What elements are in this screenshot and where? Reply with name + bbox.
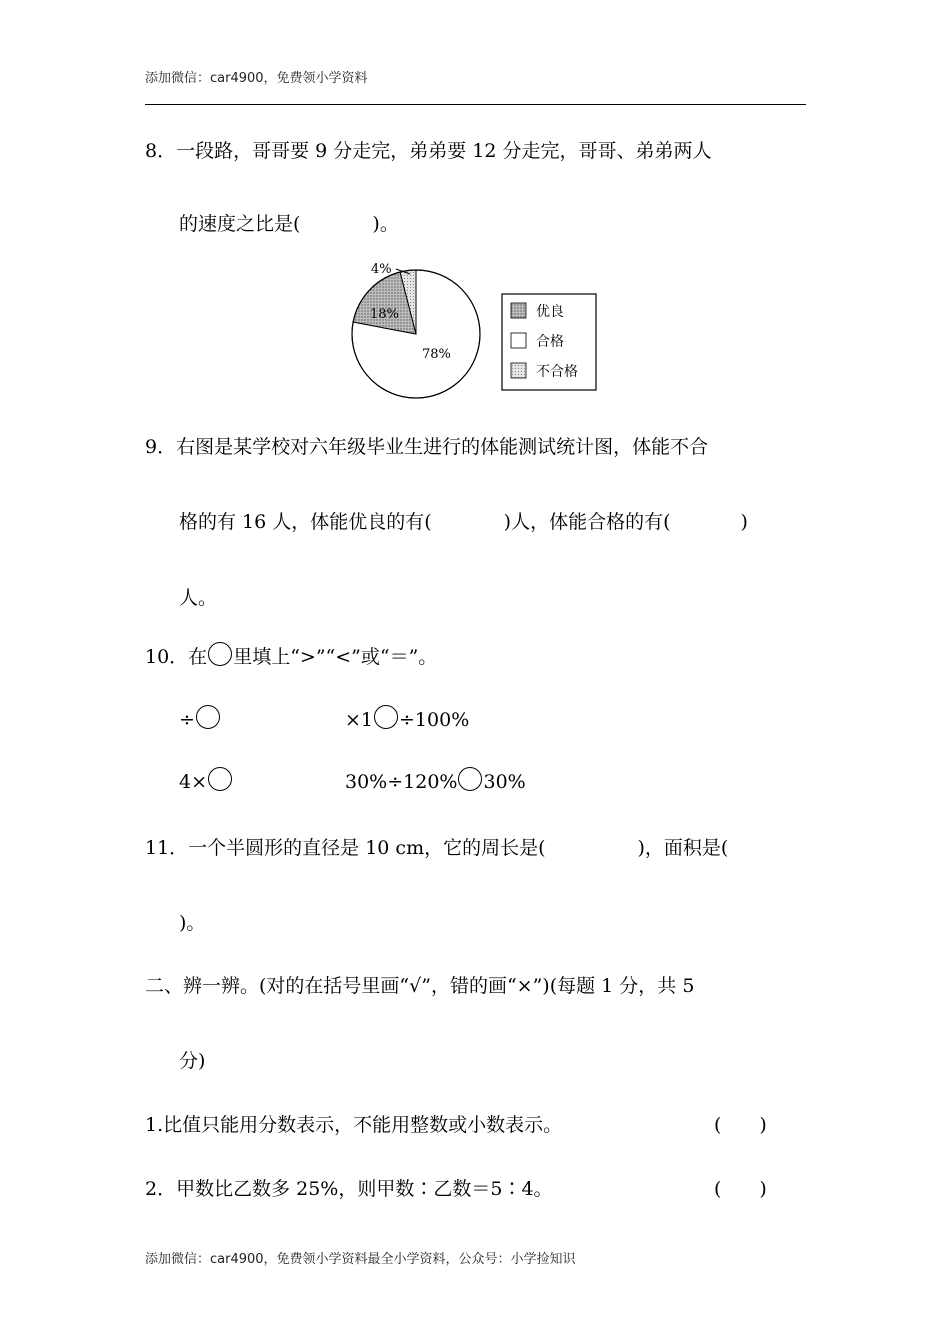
legend-label-good: 优良 — [536, 304, 564, 320]
judge-bracket-2[interactable]: ( ) — [714, 1178, 767, 1200]
q9-line2 — [179, 510, 748, 534]
q10-r2-right-text-b: 30% — [483, 771, 526, 793]
q9-line3: 人。 — [179, 587, 218, 609]
q10-r2-right-circle[interactable] — [458, 767, 482, 791]
judge-item-1: 1.比值只能用分数表示，不能用整数或小数表示。 — [145, 1114, 563, 1136]
judge-bracket-1[interactable]: ( ) — [714, 1114, 767, 1136]
legend-swatch-good — [511, 303, 526, 318]
q11-line2: )。 — [179, 912, 206, 934]
q11-line1 — [145, 836, 728, 860]
q10-r1-right-circle[interactable] — [374, 705, 398, 729]
legend-label-fail: 不合格 — [536, 364, 578, 380]
pie-label-good: 18% — [370, 307, 399, 322]
pie-slices — [352, 270, 480, 398]
pie-label-fail: 4% — [371, 262, 392, 277]
q10-row1-left — [179, 705, 221, 732]
q10-row2-left — [179, 767, 233, 794]
q8-line1: 8．一段路，哥哥要 9 分走完，弟弟要 12 分走完，哥哥、弟弟两人 — [145, 140, 712, 162]
pie-chart — [340, 256, 610, 402]
pie-label-pass: 78% — [422, 347, 451, 362]
q11-text-b: )，面积是( — [637, 837, 729, 859]
q10-r1-left-circle[interactable] — [196, 705, 220, 729]
q10-row2-right — [345, 767, 526, 794]
q10-r2-left-text: 4× — [179, 771, 208, 793]
header-divider — [145, 104, 806, 105]
section2-heading-line2: 分) — [179, 1050, 206, 1072]
legend-swatch-fail — [511, 363, 526, 378]
q10-instruction — [145, 642, 437, 669]
q10-r2-right-text-a: 30%÷120% — [345, 771, 458, 793]
judge-item-2: 2．甲数比乙数多 25%，则甲数∶乙数＝5∶4。 — [145, 1178, 553, 1200]
q10-r1-right-text-b: ÷100% — [399, 709, 470, 731]
q10-row1-right — [345, 705, 469, 732]
page-footer: 添加微信：car4900，免费领小学资料最全小学资料，公众号：小学捡知识 — [145, 1252, 576, 1267]
q9-line1: 9．右图是某学校对六年级毕业生进行的体能测试统计图，体能不合 — [145, 436, 709, 458]
q9-text-c: ) — [740, 511, 748, 533]
q9-text-b: )人，体能合格的有( — [503, 511, 671, 533]
legend-label-pass: 合格 — [536, 334, 564, 350]
q8-text-after-blank: )。 — [372, 213, 399, 235]
q9-text-a: 格的有 16 人，体能优良的有( — [179, 511, 432, 533]
page-header: 添加微信：car4900，免费领小学资料 — [145, 71, 368, 86]
q8-line2 — [179, 212, 399, 236]
compare-circle-icon — [208, 642, 232, 666]
legend-swatch-pass — [511, 333, 526, 348]
q10-prefix: 10．在 — [145, 646, 208, 668]
q11-text-a: 11．一个半圆形的直径是 10 cm，它的周长是( — [145, 837, 546, 859]
q10-r1-left-text: ÷ — [179, 709, 195, 731]
q8-text-before-blank: 的速度之比是( — [179, 213, 301, 235]
section2-heading-line1: 二、辨一辨。(对的在括号里画“√”，错的画“×”)(每题 1 分，共 5 — [145, 975, 695, 997]
q10-suffix: 里填上“>”“<”或“＝”。 — [233, 646, 438, 668]
q10-r1-right-text-a: ×1 — [345, 709, 374, 731]
q10-r2-left-circle[interactable] — [208, 767, 232, 791]
